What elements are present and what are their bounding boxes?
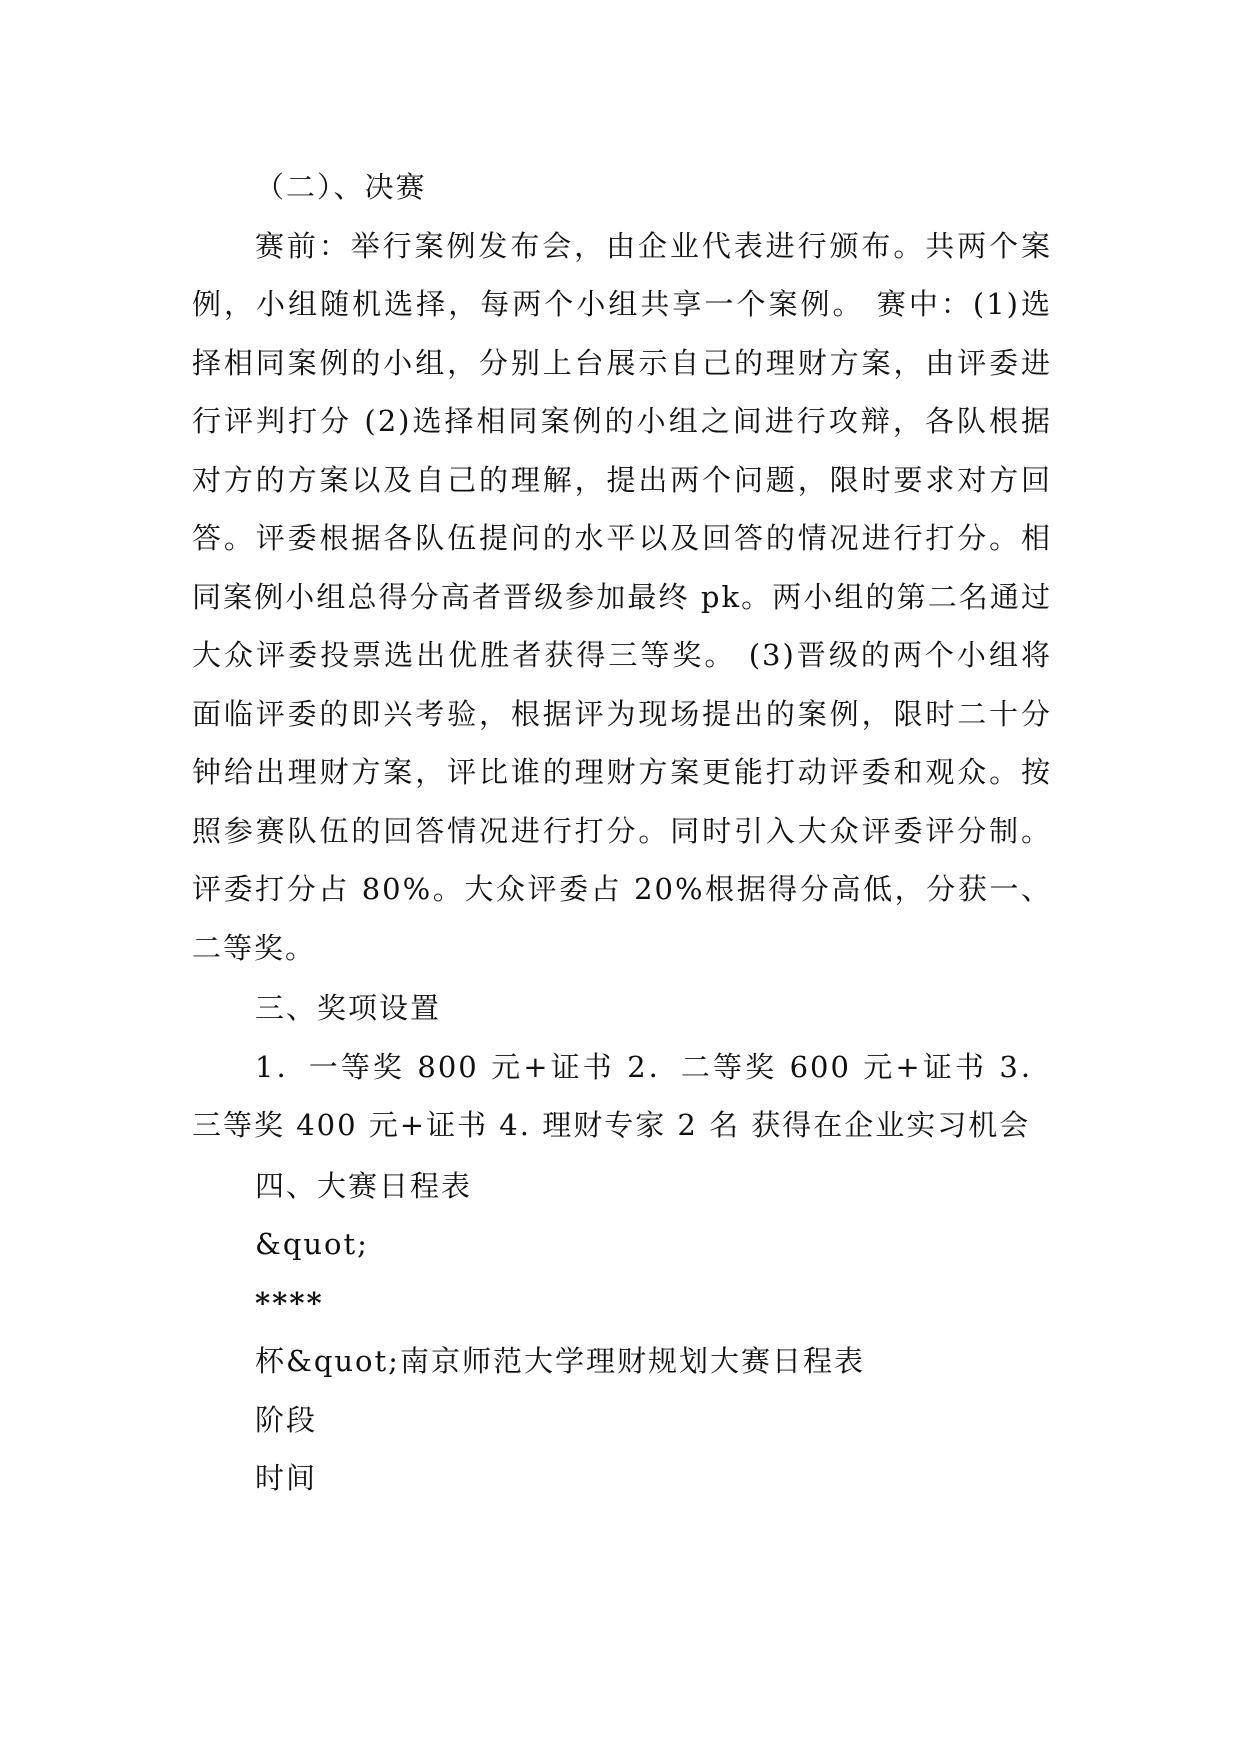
stars-text: **** — [255, 1285, 324, 1320]
heading-awards: 三、奖项设置 — [255, 991, 442, 1025]
schedule-column-time: 时间 — [255, 1461, 318, 1495]
document-body — [192, 158, 1052, 1508]
heading-schedule: 四、大赛日程表 — [255, 1168, 473, 1203]
final-round-rules-paragraph: 赛前：举行案例发布会，由企业代表进行颁布。共两个案例，小组随机选择，每两个小组共享一个案例。 赛中：(1)选择相同案例的小组，分别上台展示自己的理财方案，由评委进行评判打分 (2)选择相同案例的小组之间进行攻辩，各队根据对方的方案以及自己的理解，提出两个问题，限时要求对方回答。评委根据各队伍提问的水平以及回答的情况进行打分。相同案例小组总得分高者晋级参加最终 pk。两小组的第二名通过大众评委投票选出优胜者获得三等奖。 (3)晋级的两个小组将面临评委的即兴考验，根据评为现场提出的案例，限时二十分钟给出理财方案，评比谁的理财方案更能打动评委和观众。按照参赛队伍的回答情况进行打分。同时引入大众评委评分制。评委打分占 80%。大众评委占 20%根据得分高低，分获一、二等奖。 — [192, 228, 1052, 965]
schedule-column-stage: 阶段 — [255, 1402, 318, 1437]
awards-paragraph: 1．一等奖 800 元+证书 2．二等奖 600 元+证书 3．三等奖 400 元+证书 4. 理财专家 2 名 获得在企业实习机会 — [192, 1049, 1052, 1142]
schedule-table-title: 杯&quot;南京师范大学理财规划大赛日程表 — [255, 1344, 865, 1378]
quote-open-text: &quot; — [255, 1227, 369, 1261]
heading-final-round: （二）、决赛 — [255, 170, 427, 204]
